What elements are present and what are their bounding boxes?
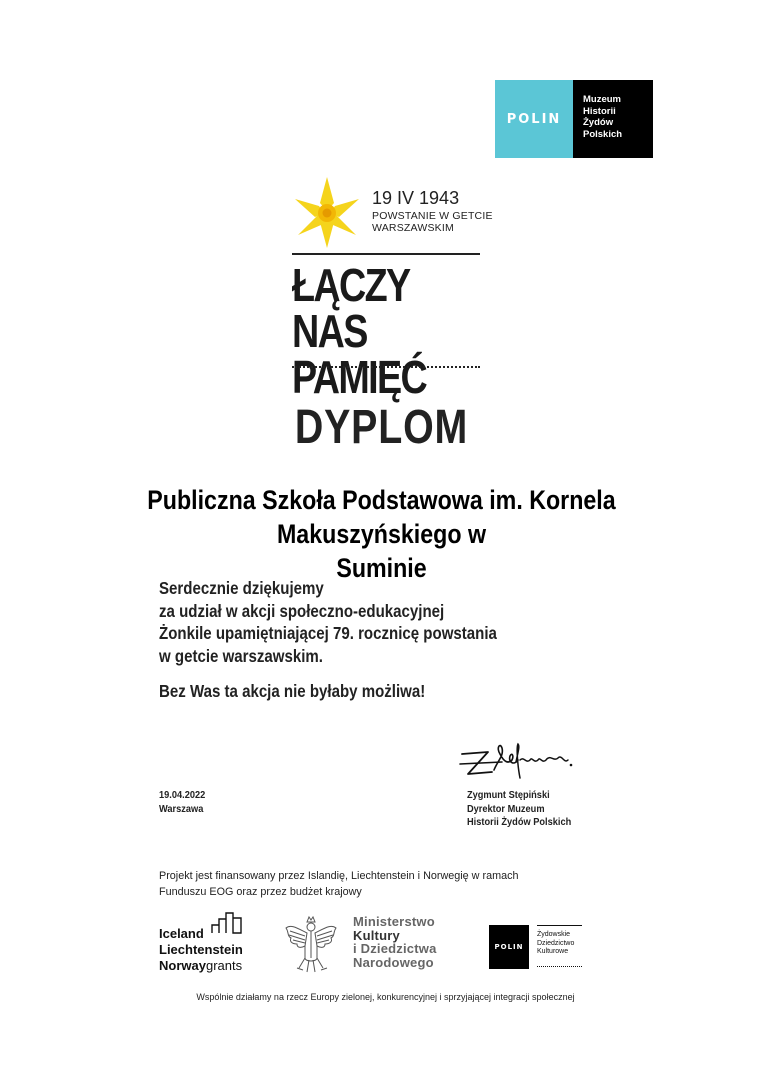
ministry-line: i Dziedzictwa bbox=[353, 941, 437, 956]
grants-line: Norway bbox=[159, 958, 206, 973]
closing-message: Bez Was ta akcja nie byłaby możliwa! bbox=[159, 681, 426, 701]
funding-line: Projekt jest finansowany przez Islandię, Liechtenstein i Norwegię w ramach bbox=[159, 870, 519, 882]
slogan-line: ŁĄCZY NAS bbox=[292, 259, 409, 357]
ministry-line: Narodowego bbox=[353, 954, 434, 970]
signature-image bbox=[458, 738, 576, 784]
thanks-line: za udział w akcji społeczno-edukacyjnej bbox=[159, 600, 445, 621]
uprising-date: 19 IV 1943 bbox=[372, 188, 460, 208]
thanks-message bbox=[159, 577, 497, 667]
signer-title: Historii Żydów Polskich bbox=[467, 816, 572, 828]
signer-title: Dyrektor Muzeum bbox=[467, 802, 545, 815]
uprising-caption bbox=[372, 210, 493, 234]
diploma-title: DYPLOM bbox=[294, 401, 469, 454]
thanks-line: Serdecznie dziękujemy bbox=[159, 578, 324, 598]
ministry-line: Ministerstwo bbox=[353, 914, 435, 929]
recipient-name bbox=[71, 483, 693, 585]
grants-line: Iceland bbox=[159, 926, 204, 941]
museum-name-line: Polskich bbox=[583, 128, 623, 140]
ministry-logo-text bbox=[353, 915, 437, 969]
polin-museum-logo bbox=[495, 80, 653, 158]
dotted-divider bbox=[292, 366, 480, 368]
signer-name: Zygmunt Stępiński bbox=[467, 789, 550, 801]
museum-name-line: Historii bbox=[583, 105, 616, 117]
ministry-line: Kultury bbox=[353, 927, 400, 943]
slogan bbox=[292, 259, 456, 403]
heritage-line-text: Kulturowe bbox=[537, 948, 569, 955]
issue-place: Warszawa bbox=[159, 802, 204, 815]
grants-line: Liechtenstein bbox=[159, 942, 243, 957]
recipient-line: Publiczna Szkoła Podstawowa im. Kornela Makuszyńskiego w bbox=[147, 485, 616, 549]
daffodil-icon bbox=[293, 175, 361, 250]
divider bbox=[292, 253, 480, 255]
museum-name-line: Żydów bbox=[583, 117, 614, 128]
slogan-line: PAMIĘĆ bbox=[292, 351, 427, 403]
recipient-line: Suminie bbox=[336, 553, 427, 583]
heritage-line-text: Dziedzictwo bbox=[537, 939, 575, 947]
eagle-emblem-icon bbox=[283, 914, 339, 976]
polin-heritage-brand: POLIN bbox=[494, 943, 524, 951]
heritage-logo-text bbox=[537, 931, 574, 957]
norway-grants-logo bbox=[159, 912, 254, 972]
signer-block bbox=[467, 789, 571, 830]
polin-heritage-logo-mark bbox=[489, 925, 529, 969]
funding-note bbox=[159, 868, 518, 900]
grants-line-thin: grants bbox=[205, 958, 243, 973]
museum-name-line: Muzeum bbox=[583, 94, 621, 105]
heritage-dotted-rule bbox=[537, 966, 582, 967]
issue-date: 19.04.2022 bbox=[159, 789, 206, 801]
heritage-top-rule bbox=[537, 925, 582, 926]
issue-date-place bbox=[159, 789, 205, 816]
polin-logo-mark bbox=[495, 80, 573, 158]
footer-note: Wspólnie działamy na rzecz Europy zielonej, konkurencyjnej i sprzyjającej integracji społecznej bbox=[196, 992, 575, 1002]
museum-name-block bbox=[573, 80, 653, 158]
polin-brand: POLIN bbox=[506, 111, 562, 127]
thanks-line: Żonkile upamiętniającej 79. rocznicę powstania bbox=[159, 623, 497, 643]
uprising-caption-line: WARSZAWSKIM bbox=[372, 222, 454, 234]
funding-line: Funduszu EOG oraz przez budżet krajowy bbox=[159, 886, 362, 898]
uprising-caption-line: POWSTANIE W GETCIE bbox=[372, 210, 493, 222]
thanks-line: w getcie warszawskim. bbox=[159, 645, 323, 666]
heritage-line-text: Żydowskie bbox=[537, 931, 571, 938]
